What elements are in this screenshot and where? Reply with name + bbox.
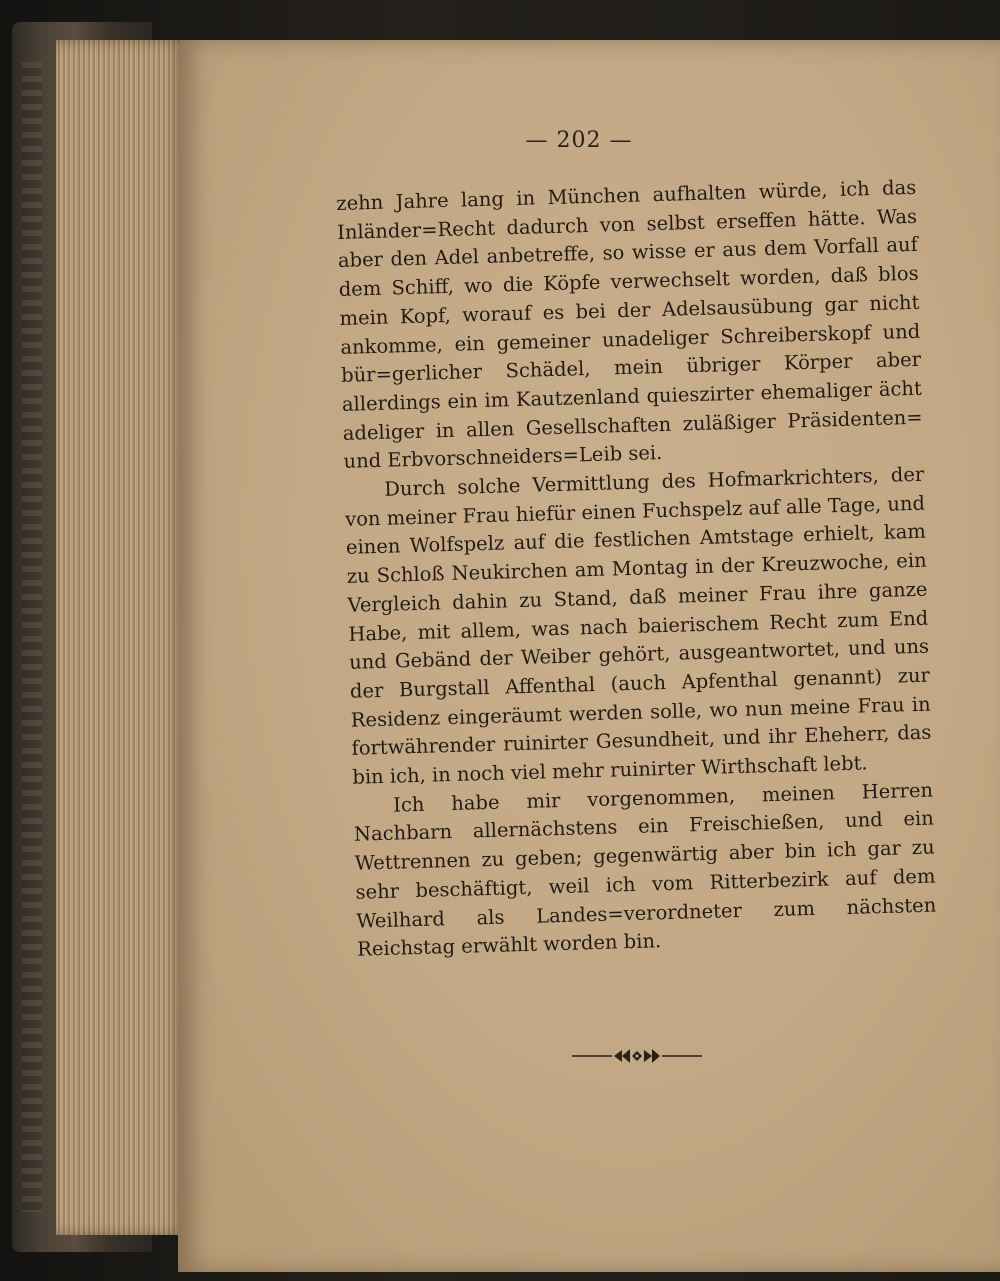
paragraph-3: Ich habe mir vorgenommen, meinen Herren Nachbarn allernächstens ein Freischießen, und ein Wettrennen zu geben; gegenwärtig aber bin ich gar zu sehr beschäftigt, weil ich vom Ritterbezirk auf dem Weilhard als Landes=verordneter zum nächsten Reichstag erwählt worden bin. xyxy=(353,778,937,961)
page-edges-stack xyxy=(56,40,186,1235)
book-page xyxy=(178,40,1000,1272)
paragraph-2: Durch solche Vermittlung des Hofmarkrichters, der von meiner Frau hiefür einen Fuchspelz auf alle Tage, und einen Wolfspelz auf die festlichen Amtstage erhielt, kam zu Schloß Neukirchen am Montag in der Kreuzwoche, ein Vergleich dahin zu Stand, daß meiner Frau ihre ganze Habe, mit allem, was nach baierischem Recht zum End und Gebänd der Weiber gehört, ausgeantwortet, und uns der Burgstall Affenthal (auch Apfenthal genannt) zur Residenz eingeräumt werden solle, wo nun meine Frau in fortwährender ruinirter Gesundheit, und ihr Eheherr, das bin ich, in noch viel mehr ruinirter Wirthschaft lebt. xyxy=(344,462,932,789)
page-body xyxy=(336,174,937,965)
page-number: — 202 — xyxy=(525,128,633,153)
closing-ornament-icon xyxy=(572,1044,702,1068)
paragraph-1: zehn Jahre lang in München aufhalten würde, ich das Inländer=Recht dadurch von selbst erseffen hätte. Was aber den Adel anbetreffe, so wisse er aus dem Vorfall auf dem Schiff, wo die Köpfe verwechselt worden, daß blos mein Kopf, worauf es bei der Adelsausübung gar nicht ankomme, ein gemeiner unadeliger Schreiberskopf und bür=gerlicher Schädel, mein übriger Körper aber allerdings ein im Kautzenland quieszirter ehemaliger ächt adeliger in allen Gesellschaften zuläßiger Präsidenten= und Erbvorschneiders=Leib sei. xyxy=(336,175,923,474)
